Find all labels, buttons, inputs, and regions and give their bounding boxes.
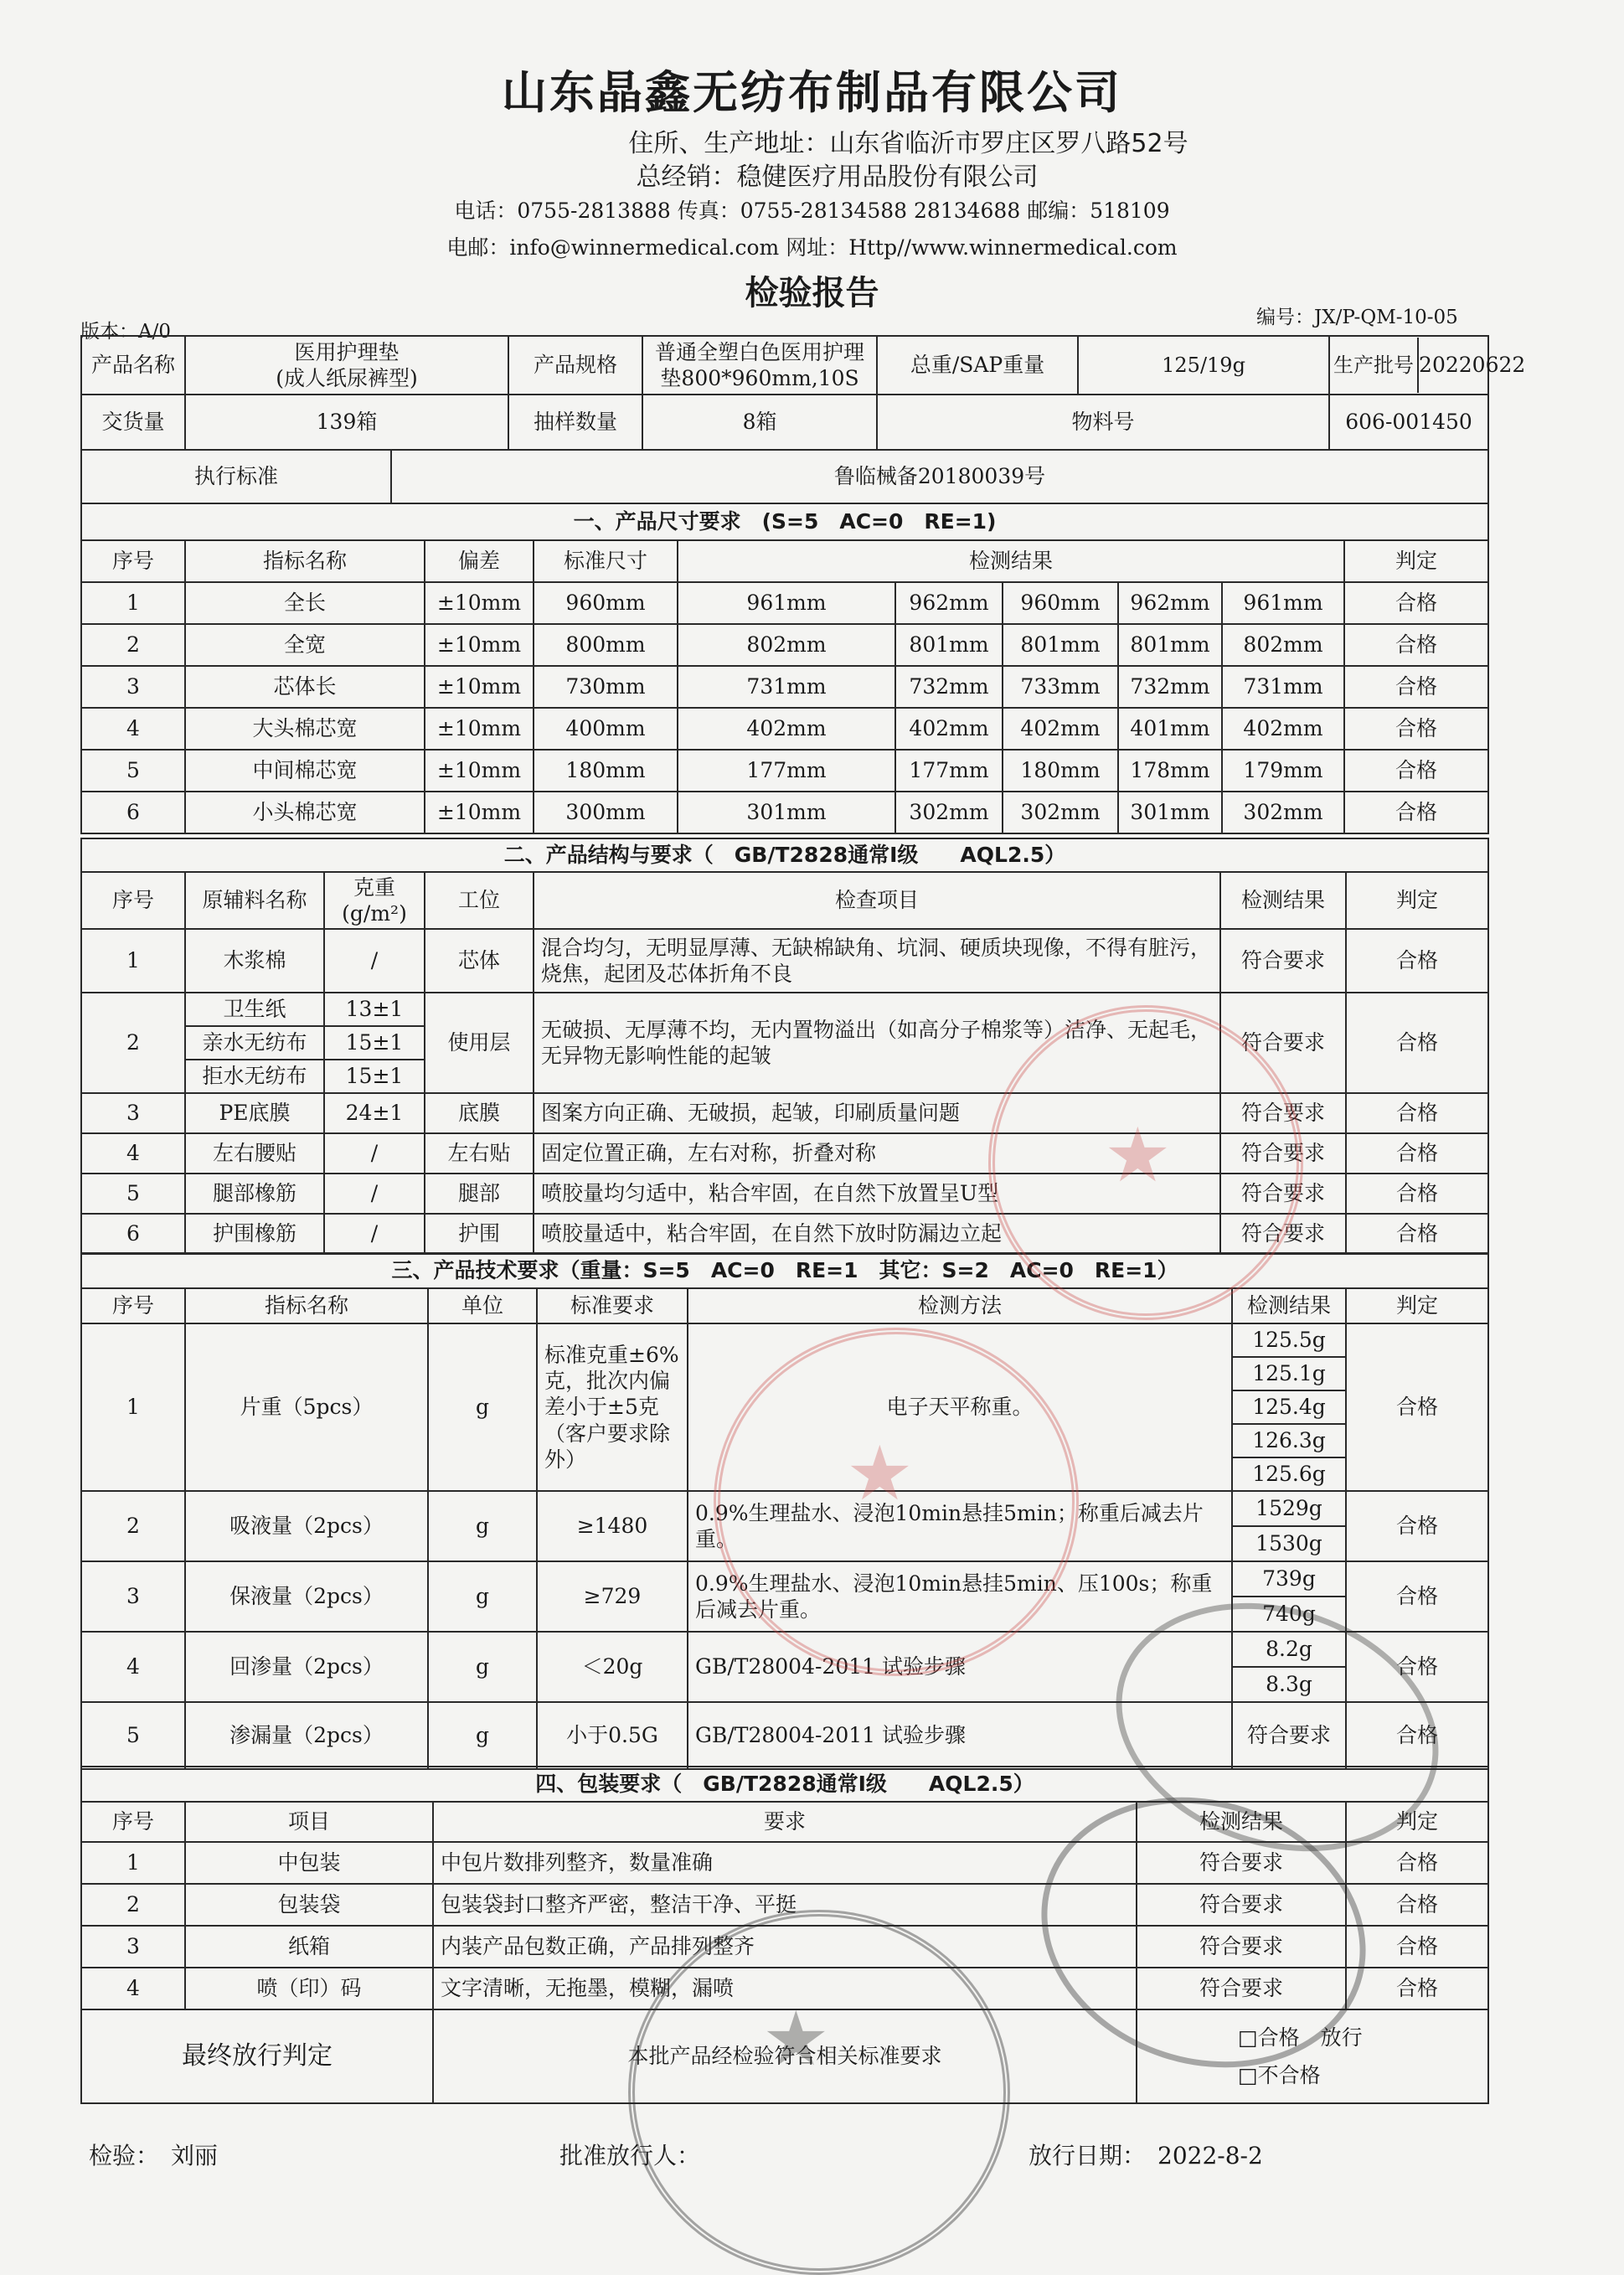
result-1: 402mm [678,708,895,750]
material-name: 护围橡筋 [185,1214,324,1254]
inspection-item: 无破损、无厚薄不均，无内置物溢出（如高分子棉浆等）洁净、无起毛，无异物无影响性能的起皱 [534,993,1220,1093]
product-info-table [80,335,1526,504]
inspection-result: 符合要求 [1137,1968,1346,2009]
metric-name: 全长 [185,582,425,624]
delivery-quantity: 139箱 [185,395,508,450]
standard-requirement: ≥729 [537,1561,688,1632]
row-number: 4 [81,1133,185,1174]
result-5: 179mm [1222,750,1344,792]
gram-weight: / [324,1214,425,1254]
verdict: 合格 [1346,993,1488,1093]
col-header: 检测结果 [1137,1802,1346,1842]
product-name-label: 产品名称 [81,336,185,395]
reject-checkbox[interactable]: □不合格 [1238,2063,1321,2087]
verdict: 合格 [1346,1093,1488,1133]
result-4: 962mm [1118,582,1222,624]
result-1: 177mm [678,750,895,792]
row-number: 4 [81,1968,185,2009]
gram-weight: 13±1 [324,993,425,1026]
standard-requirement: 标准克重±6%克，批次内偏差小于±5克（客户要求除外） [537,1323,688,1491]
inspection-result: 符合要求 [1220,993,1346,1093]
standard-size: 300mm [534,792,678,833]
row-number: 3 [81,1561,185,1632]
metric-name: 吸液量（2pcs） [185,1491,428,1561]
col-header: 序号 [81,540,185,582]
gram-weight: / [324,929,425,993]
result-4: 401mm [1118,708,1222,750]
row-number: 1 [81,582,185,624]
section-structure-title: 二、产品结构与要求（ GB/T2828通常I级 AQL2.5） [81,838,1488,872]
verdict: 合格 [1346,1632,1488,1702]
row-number: 1 [81,929,185,993]
inspection-item: 混合均匀，无明显厚薄、无缺棉缺角、坑洞、硬质块现像，不得有脏污，烧焦，起团及芯体折角不良 [534,929,1220,993]
tolerance: ±10mm [425,582,534,624]
material-name: PE底膜 [185,1093,324,1133]
table-row [81,708,1488,750]
report-title: 检验报告 [745,274,879,312]
station: 左右贴 [425,1133,534,1174]
tolerance: ±10mm [425,792,534,833]
row-number: 3 [81,1093,185,1133]
row-number: 4 [81,708,185,750]
result-1: 961mm [678,582,895,624]
verdict: 合格 [1346,1968,1488,2009]
test-result: 1529g [1232,1491,1346,1526]
result-5: 302mm [1222,792,1344,833]
col-header: 检查项目 [534,872,1220,929]
metric-name: 中间棉芯宽 [185,750,425,792]
table-row [81,666,1488,708]
verdict: 合格 [1344,624,1488,666]
inspection-item: 图案方向正确、无破损，起皱，印刷质量问题 [534,1093,1220,1133]
inspection-item: 固定位置正确，左右对称，折叠对称 [534,1133,1220,1174]
verdict: 合格 [1346,1491,1488,1561]
inspector: 检验： 刘丽 [89,2142,219,2169]
result-5: 731mm [1222,666,1344,708]
material-name: 卫生纸 [185,993,324,1026]
col-header: 指标名称 [185,1288,428,1323]
inspection-result: 符合要求 [1137,1926,1346,1968]
result-5: 402mm [1222,708,1344,750]
gram-weight: 15±1 [324,1060,425,1093]
row-number: 6 [81,1214,185,1254]
verdict: 合格 [1344,666,1488,708]
station: 腿部 [425,1174,534,1214]
release-approver: 批准放行人： [559,2142,701,2169]
col-header: 标准要求 [537,1288,688,1323]
verdict: 合格 [1344,750,1488,792]
package-requirement: 中包片数排列整齐，数量准确 [433,1842,1137,1884]
col-header: 判定 [1344,540,1488,582]
metric-name: 小头棉芯宽 [185,792,425,833]
station: 底膜 [425,1093,534,1133]
standard-size: 960mm [534,582,678,624]
result-2: 177mm [895,750,1003,792]
test-result: 1530g [1232,1526,1346,1561]
star-icon: ★ [1104,1112,1172,1199]
row-number: 2 [81,624,185,666]
test-result: 125.1g [1232,1357,1346,1390]
result-2: 962mm [895,582,1003,624]
result-4: 732mm [1118,666,1222,708]
col-header: 序号 [81,872,185,929]
col-header: 判定 [1346,1288,1488,1323]
result-4: 178mm [1118,750,1222,792]
material-name: 木浆棉 [185,929,324,993]
gram-weight: 24±1 [324,1093,425,1133]
star-icon: ★ [846,1430,914,1518]
verdict: 合格 [1346,1323,1488,1491]
result-3: 180mm [1003,750,1118,792]
inspection-result: 符合要求 [1220,1214,1346,1254]
col-header: 序号 [81,1288,185,1323]
batch-block [1329,336,1526,395]
package-requirement: 包装袋封口整齐严密，整洁干净、平挺 [433,1884,1137,1926]
release-date: 放行日期： 2022-8-2 [1029,2142,1263,2169]
unit: g [428,1491,537,1561]
col-header: 项目 [185,1802,433,1842]
sample-quantity: 8箱 [642,395,877,450]
tolerance: ±10mm [425,708,534,750]
station: 护围 [425,1214,534,1254]
unit: g [428,1702,537,1769]
batch-label: 生产批号 [1330,338,1419,393]
verdict: 合格 [1344,792,1488,833]
result-1: 301mm [678,792,895,833]
section-technical-title: 三、产品技术要求（重量：S=5 AC=0 RE=1 其它：S=2 AC=0 RE=1） [81,1253,1488,1288]
verdict: 合格 [1346,1884,1488,1926]
test-result: 740g [1232,1597,1346,1632]
standard-label: 执行标准 [81,450,391,503]
tolerance: ±10mm [425,624,534,666]
version-label: 版本：A/0 [80,321,171,343]
batch-number: 20220622 [1419,353,1526,378]
verdict: 合格 [1346,1702,1488,1769]
row-number: 2 [81,993,185,1093]
standard-size: 800mm [534,624,678,666]
test-result: 125.5g [1232,1323,1346,1357]
package-requirement: 内装产品包数正确，产品排列整齐 [433,1926,1137,1968]
section-packaging-title: 四、包装要求（ GB/T2828通常I级 AQL2.5） [81,1767,1488,1802]
result-4: 801mm [1118,624,1222,666]
standard-requirement: 小于0.5G [537,1702,688,1769]
tolerance: ±10mm [425,750,534,792]
result-2: 732mm [895,666,1003,708]
col-header: 检测结果 [1220,872,1346,929]
standard-value: 鲁临械备20180039号 [391,450,1488,503]
inspection-result: 符合要求 [1220,1174,1346,1214]
row-number: 2 [81,1884,185,1926]
test-result: 125.4g [1232,1390,1346,1424]
result-3: 733mm [1003,666,1118,708]
quality-dept-seal [628,1910,1010,2275]
unit: g [428,1323,537,1491]
result-5: 802mm [1222,624,1344,666]
result-3: 801mm [1003,624,1118,666]
delivery-label: 交货量 [81,395,185,450]
table-row [81,1323,1488,1357]
test-result: 739g [1232,1561,1346,1597]
contact-email-line: 电邮：info@winnermedical.com 网址：Http//www.winnermedical.com [446,235,1178,260]
product-spec: 普通全塑白色医用护理垫800*960mm,10S [642,336,877,395]
unit: g [428,1632,537,1702]
table-row [81,750,1488,792]
col-header: 检测结果 [678,540,1344,582]
metric-name: 保液量（2pcs） [185,1561,428,1632]
col-header: 检测结果 [1232,1288,1346,1323]
unit: g [428,1561,537,1632]
row-number: 5 [81,1174,185,1214]
material-name: 腿部橡筋 [185,1174,324,1214]
row-number: 5 [81,1702,185,1769]
station: 使用层 [425,993,534,1093]
col-header: 判定 [1346,872,1488,929]
verdict: 合格 [1346,1133,1488,1174]
gram-weight: / [324,1133,425,1174]
result-5: 961mm [1222,582,1344,624]
result-1: 731mm [678,666,895,708]
weight-label: 总重/SAP重量 [877,336,1078,395]
material-name: 拒水无纺布 [185,1060,324,1093]
tolerance: ±10mm [425,666,534,708]
table-row [81,929,1488,993]
col-header: 标准尺寸 [534,540,678,582]
verdict: 合格 [1346,1842,1488,1884]
inspection-result: 符合要求 [1220,1093,1346,1133]
verdict: 合格 [1346,1561,1488,1632]
table-row [81,792,1488,833]
dimension-table [80,503,1489,834]
station: 芯体 [425,929,534,993]
result-2: 302mm [895,792,1003,833]
metric-name: 大头棉芯宽 [185,708,425,750]
test-result: 8.2g [1232,1632,1346,1667]
result-3: 302mm [1003,792,1118,833]
col-header: 原辅料名称 [185,872,324,929]
test-result: 符合要求 [1232,1702,1346,1769]
spec-label: 产品规格 [508,336,642,395]
row-number: 4 [81,1632,185,1702]
gram-weight: 15±1 [324,1026,425,1060]
company-address: 住所、生产地址：山东省临沂市罗庄区罗八路52号 [628,129,1188,158]
col-header: 要求 [433,1802,1137,1842]
material-number: 606-001450 [1329,395,1488,450]
verdict: 合格 [1346,1174,1488,1214]
row-number: 6 [81,792,185,833]
col-header: 克重 (g/m²) [324,872,425,929]
standard-requirement: ＜20g [537,1632,688,1702]
material-name: 左右腰贴 [185,1133,324,1174]
col-header: 工位 [425,872,534,929]
col-header: 判定 [1346,1802,1488,1842]
metric-name: 全宽 [185,624,425,666]
standard-requirement: ≥1480 [537,1491,688,1561]
metric-name: 回渗量（2pcs） [185,1632,428,1702]
package-item: 纸箱 [185,1926,433,1968]
table-row [81,993,1488,1026]
test-result: 125.6g [1232,1457,1346,1491]
col-header: 单位 [428,1288,537,1323]
row-number: 3 [81,666,185,708]
verdict: 合格 [1344,582,1488,624]
row-number: 2 [81,1491,185,1561]
test-result: 8.3g [1232,1667,1346,1702]
final-release-statement: 本批产品经检验符合相关标准要求 [433,2009,1137,2103]
test-method: 0.9%生理盐水、浸泡10min悬挂5min、压100s；称重后减去片重。 [688,1561,1232,1632]
inspection-result: 符合要求 [1220,1133,1346,1174]
result-2: 402mm [895,708,1003,750]
inspection-result: 符合要求 [1137,1842,1346,1884]
inspection-item: 喷胶量均匀适中，粘合牢固，在自然下放置呈U型 [534,1174,1220,1214]
test-method: GB/T28004-2011 试验步骤 [688,1632,1232,1702]
verdict: 合格 [1346,1926,1488,1968]
standard-size: 400mm [534,708,678,750]
package-item: 喷（印）码 [185,1968,433,2009]
test-method: GB/T28004-2011 试验步骤 [688,1702,1232,1769]
verdict: 合格 [1346,929,1488,993]
row-number: 5 [81,750,185,792]
contact-phone-line: 电话：0755-2813888 传真：0755-28134588 28134688 邮编：518109 [454,199,1170,223]
sample-label: 抽样数量 [508,395,642,450]
verdict: 合格 [1346,1214,1488,1254]
distributor: 总经销：稳健医疗用品股份有限公司 [636,162,1039,192]
result-1: 802mm [678,624,895,666]
verdict: 合格 [1344,708,1488,750]
row-number: 3 [81,1926,185,1968]
row-number: 1 [81,1323,185,1491]
package-item: 中包装 [185,1842,433,1884]
company-name: 山东晶鑫无纺布制品有限公司 [502,66,1122,119]
table-row [81,582,1488,624]
standard-size: 180mm [534,750,678,792]
col-header: 指标名称 [185,540,425,582]
test-method: 电子天平称重。 [688,1323,1232,1491]
result-3: 402mm [1003,708,1118,750]
col-header: 偏差 [425,540,534,582]
star-icon: ★ [762,1995,830,2083]
result-2: 801mm [895,624,1003,666]
material-label: 物料号 [877,395,1329,450]
result-4: 301mm [1118,792,1222,833]
package-item: 包装袋 [185,1884,433,1926]
test-method: 0.9%生理盐水、浸泡10min悬挂5min；称重后减去片重。 [688,1491,1232,1561]
section-dimensions-title: 一、产品尺寸要求 (S=5 AC=0 RE=1) [81,503,1488,540]
metric-name: 渗漏量（2pcs） [185,1702,428,1769]
material-name: 亲水无纺布 [185,1026,324,1060]
final-release-label: 最终放行判定 [81,2009,433,2103]
col-header: 序号 [81,1802,185,1842]
document-number: 编号：JX/P-QM-10-05 [1256,307,1458,328]
metric-name: 片重（5pcs） [185,1323,428,1491]
table-row [81,624,1488,666]
weight-value: 125/19g [1078,336,1329,395]
metric-name: 芯体长 [185,666,425,708]
standard-size: 730mm [534,666,678,708]
inspection-result: 符合要求 [1220,929,1346,993]
release-checkbox[interactable]: □合格 放行 [1238,2025,1363,2050]
product-name: 医用护理垫 (成人纸尿裤型) [185,336,508,395]
row-number: 1 [81,1842,185,1884]
col-header: 检测方法 [688,1288,1232,1323]
package-requirement: 文字清晰，无拖墨，模糊，漏喷 [433,1968,1137,2009]
inspection-result: 符合要求 [1137,1884,1346,1926]
test-result: 126.3g [1232,1424,1346,1457]
gram-weight: / [324,1174,425,1214]
result-3: 960mm [1003,582,1118,624]
inspection-item: 喷胶量适中，粘合牢固，在自然下放时防漏边立起 [534,1214,1220,1254]
